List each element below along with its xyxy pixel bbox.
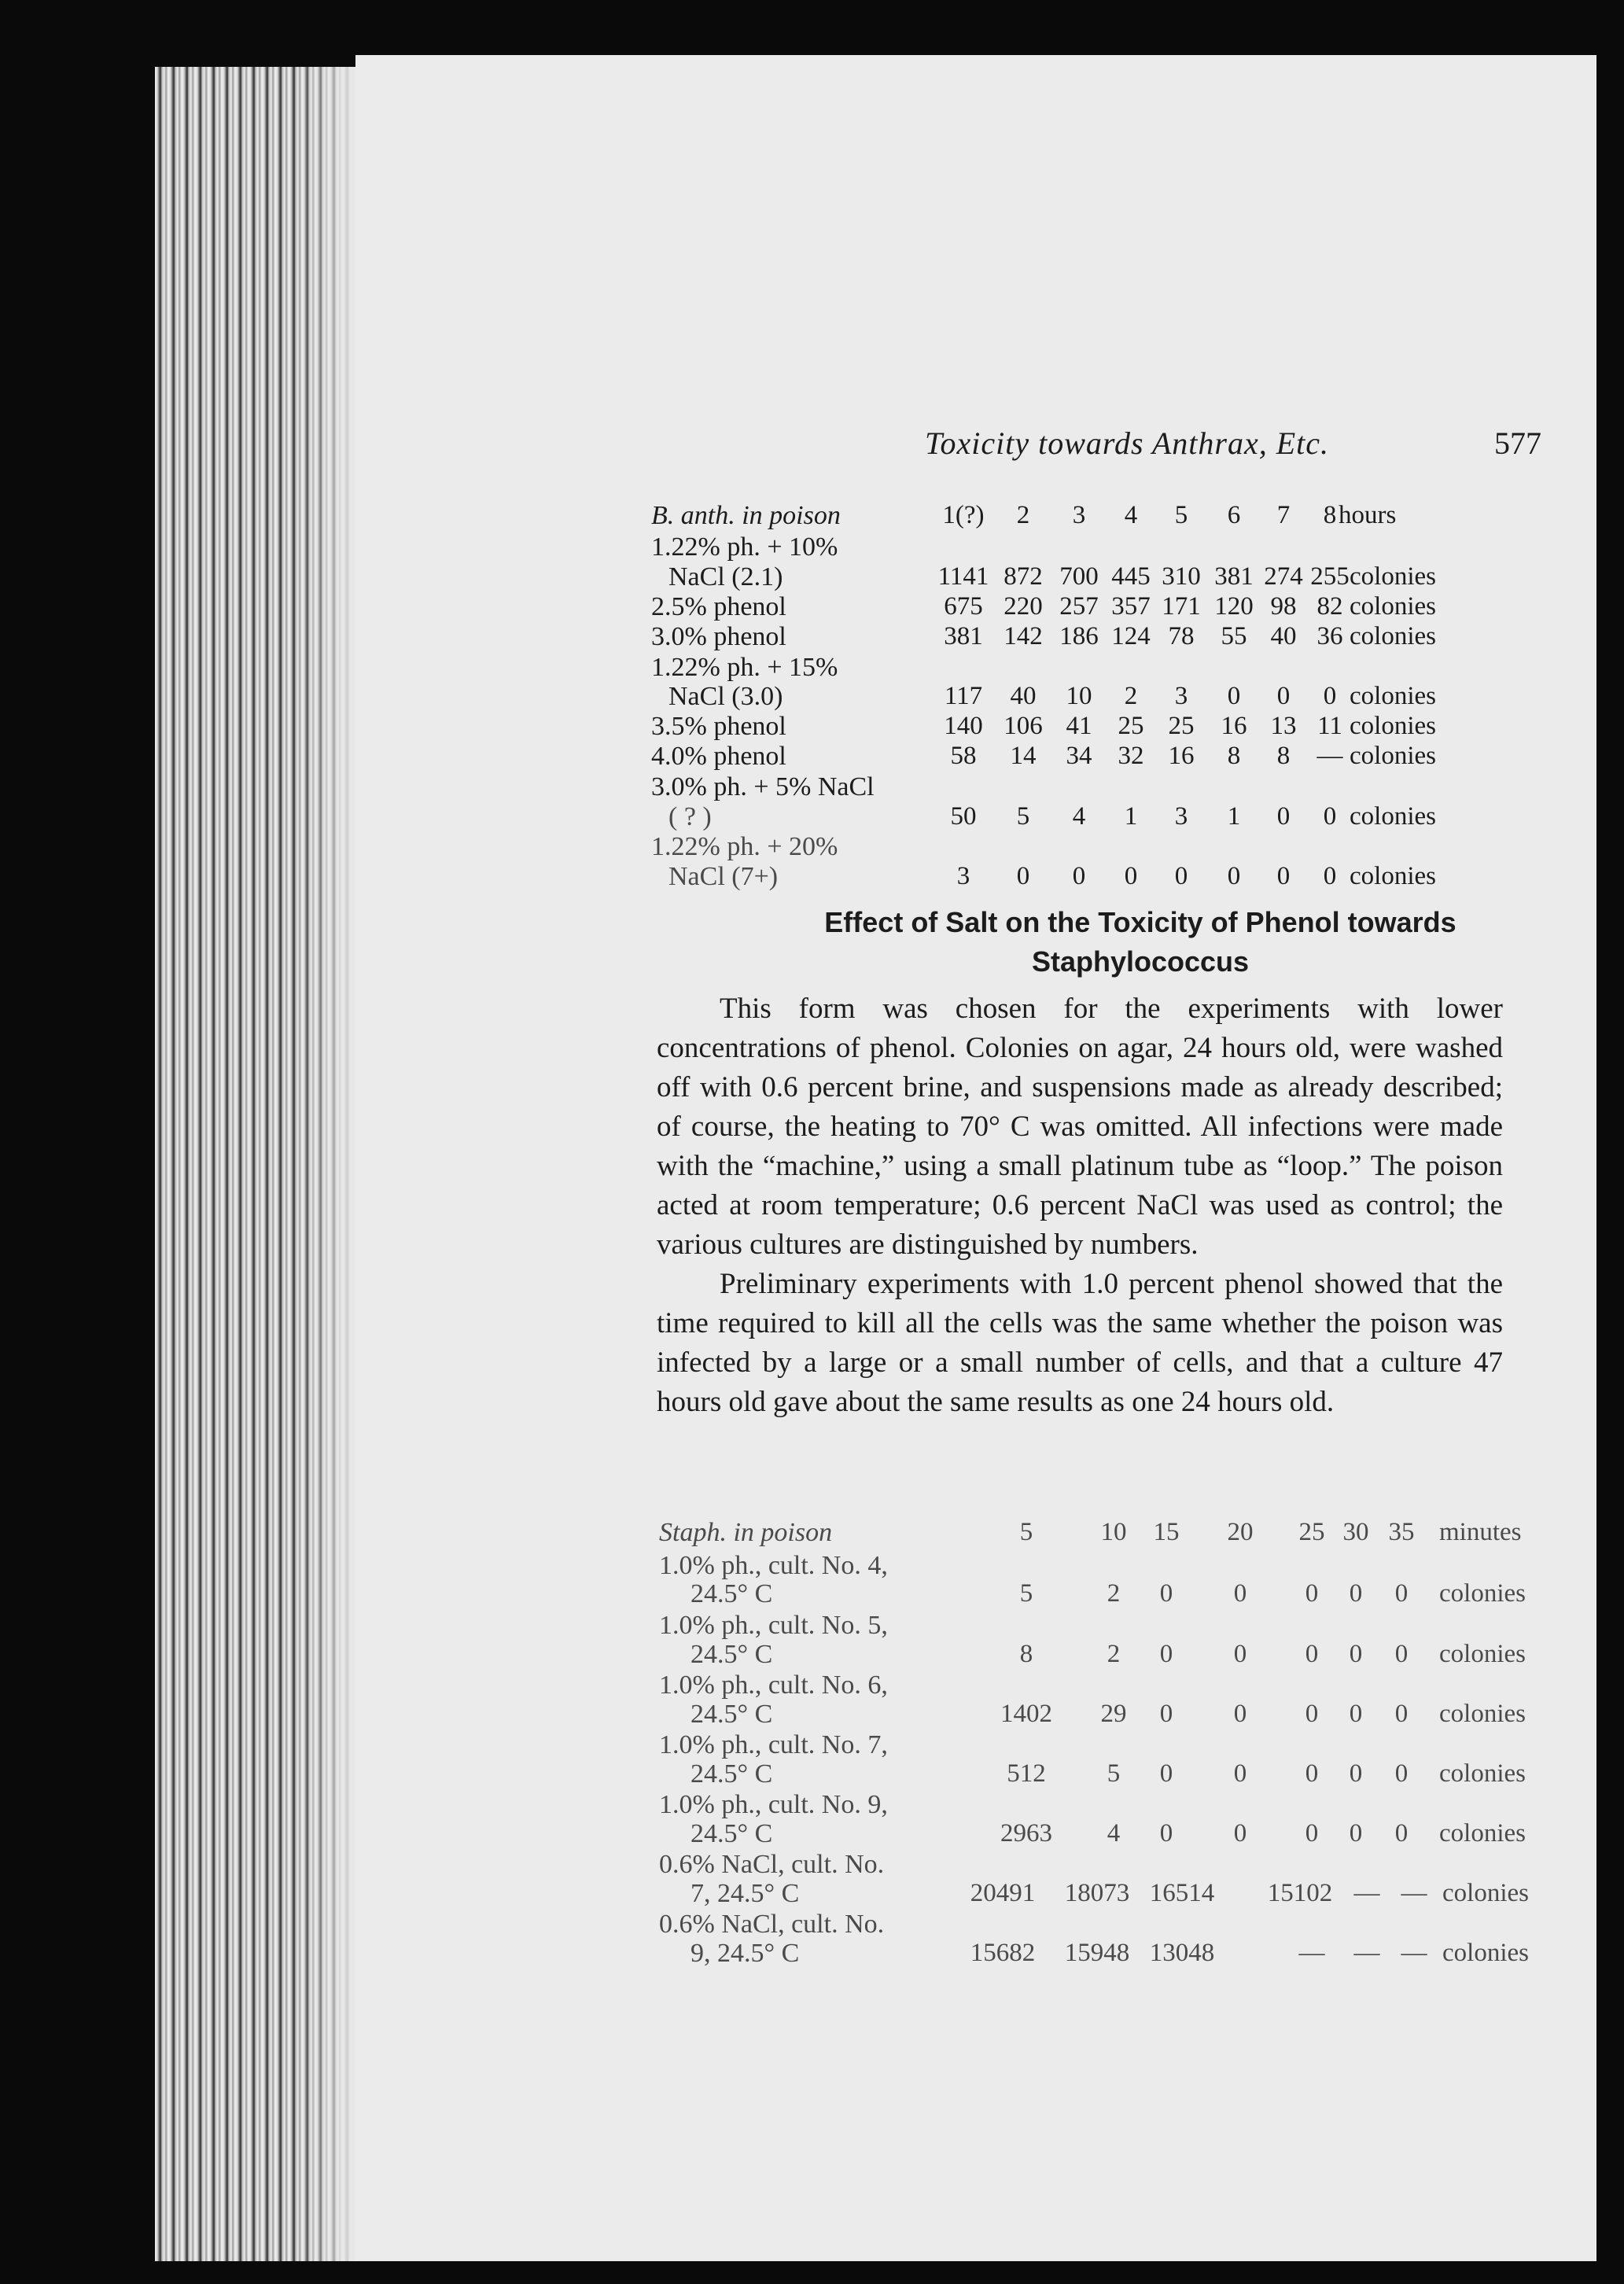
table2-cell: 2963 xyxy=(1000,1819,1052,1847)
table2-row-label: 1.0% ph., cult. No. 6, xyxy=(659,1671,888,1700)
table2-cell: 0 xyxy=(1233,1819,1247,1847)
running-header-title: Toxicity towards Anthrax, Etc. xyxy=(924,425,1329,461)
table2-cell: — xyxy=(1298,1939,1325,1967)
paragraph: This form was chosen for the experiments with lower concentrations of phenol. Colonies on agar, 24 hours old, were washed off with 0.6 percent brine, and suspensions made as already described; of course, the heating to 70° C was omitted. All infections were made with the “machine,” using a small platinum tube as “loop.” The poison acted at room temperature; 0.6 percent NaCl was used as control; the various cultures are distinguished by numbers. xyxy=(657,993,1503,1261)
table2-unit: colonies xyxy=(1439,1819,1526,1847)
table2-cell: 4 xyxy=(1107,1819,1121,1847)
section-heading-line: Staphylococcus xyxy=(1031,945,1250,978)
table2-cell: 5 xyxy=(1107,1759,1121,1788)
table1-time-col: 4 xyxy=(1124,501,1138,529)
table2-cell: 15948 xyxy=(1064,1939,1130,1967)
table2-time-col: 25 xyxy=(1298,1518,1325,1546)
table1-cell: 445 xyxy=(1111,562,1151,591)
table2-cell: 13048 xyxy=(1149,1939,1215,1967)
table1-cell: 11 xyxy=(1317,712,1342,740)
table1-cell: 40 xyxy=(1010,682,1037,710)
table2-cell: 0 xyxy=(1305,1640,1319,1668)
table2-cell: 8 xyxy=(1019,1640,1033,1668)
table1-cell: 0 xyxy=(1276,682,1291,710)
table2-cell: 0 xyxy=(1305,1700,1319,1728)
table1-cell: 120 xyxy=(1214,592,1254,621)
table2-cell: — xyxy=(1353,1879,1380,1907)
table2-cell: 0 xyxy=(1159,1579,1173,1608)
table2-cell: — xyxy=(1353,1939,1380,1967)
table2-unit: colonies xyxy=(1439,1640,1526,1668)
table2-cell: 0 xyxy=(1349,1759,1363,1788)
table2-row-label: 24.5° C xyxy=(690,1819,773,1848)
table1-cell: 14 xyxy=(1010,742,1037,770)
table1-cell: 106 xyxy=(1003,712,1043,740)
table1-cell: 142 xyxy=(1003,622,1043,650)
table1-row-label: 1.22% ph. + 15% xyxy=(651,653,838,682)
table1-cell: — xyxy=(1317,742,1343,770)
table1-cell: 8 xyxy=(1227,742,1241,770)
table2-row-label: 9, 24.5° C xyxy=(690,1939,800,1968)
table1-cell: 13 xyxy=(1270,712,1297,740)
table1-cell: 55 xyxy=(1221,622,1247,650)
table2-row-label: 1.0% ph., cult. No. 9, xyxy=(659,1790,888,1819)
table1-row-label: NaCl (7+) xyxy=(668,862,779,891)
binding-shadow xyxy=(299,67,355,2261)
table1-time-col: 6 xyxy=(1227,501,1241,529)
table2-cell: 0 xyxy=(1159,1700,1173,1728)
table1-cell: 140 xyxy=(944,712,983,740)
table2-cell: 15102 xyxy=(1267,1879,1333,1907)
table2-unit: colonies xyxy=(1439,1700,1526,1728)
table2-time-col: 20 xyxy=(1227,1518,1254,1546)
table2-cell: 2 xyxy=(1107,1579,1121,1608)
table2-row-label: 24.5° C xyxy=(690,1759,773,1789)
table1-cell: 381 xyxy=(1214,562,1254,591)
table1-row-label: 3.0% phenol xyxy=(651,622,786,651)
table2-row-label: 0.6% NaCl, cult. No. xyxy=(659,1850,885,1879)
table1-cell: 3 xyxy=(1174,802,1188,831)
table1-cell: 41 xyxy=(1066,712,1092,740)
table2-unit: colonies xyxy=(1442,1879,1529,1907)
table2-cell: 0 xyxy=(1233,1640,1247,1668)
table2-time-unit: minutes xyxy=(1439,1518,1522,1546)
table1-cell: 0 xyxy=(1323,862,1337,890)
table2-cell: 0 xyxy=(1394,1700,1409,1728)
page-number: 577 xyxy=(1494,425,1541,461)
table1-cell: 8 xyxy=(1276,742,1291,770)
table1-cell: 40 xyxy=(1270,622,1297,650)
table2-header-label: Staph. in poison xyxy=(659,1518,833,1547)
table1-cell: 3 xyxy=(1174,682,1188,710)
paragraph: Preliminary experiments with 1.0 percent phenol showed that the time required to kill all the cells was the same whether the poison was infected by a large or a small number of cells, and that a culture 47 hours old gave about the same results as one 24 hours old. xyxy=(657,1268,1503,1418)
table2-cell: 0 xyxy=(1349,1700,1363,1728)
table1-cell: 50 xyxy=(950,802,977,831)
table1-unit: colonies xyxy=(1350,742,1436,770)
table1-row-label: 4.0% phenol xyxy=(651,742,786,771)
table2-cell: 0 xyxy=(1233,1700,1247,1728)
table1-time-col: 1(?) xyxy=(942,501,985,529)
table1-cell: 675 xyxy=(944,592,983,621)
table1-cell: 10 xyxy=(1066,682,1092,710)
table2-time-col: 5 xyxy=(1019,1518,1033,1546)
table1-cell: 0 xyxy=(1227,862,1241,890)
table1-cell: 58 xyxy=(950,742,977,770)
table1-cell: 98 xyxy=(1270,592,1297,621)
table1-cell: 16 xyxy=(1221,712,1247,740)
table1-cell: 0 xyxy=(1124,862,1138,890)
table2-row-label: 1.0% ph., cult. No. 4, xyxy=(659,1551,888,1580)
table1-cell: 0 xyxy=(1072,862,1086,890)
table2-cell: 20491 xyxy=(970,1879,1036,1907)
table1-cell: 2 xyxy=(1124,682,1138,710)
table1-cell: 124 xyxy=(1111,622,1151,650)
table2-cell: 0 xyxy=(1349,1640,1363,1668)
table1-cell: 0 xyxy=(1227,682,1241,710)
table1-unit: colonies xyxy=(1350,682,1436,710)
table1-cell: 3 xyxy=(956,862,970,890)
table1-cell: 0 xyxy=(1174,862,1188,890)
table1-cell: 1 xyxy=(1124,802,1138,831)
table2-cell: 0 xyxy=(1394,1819,1409,1847)
table2-cell: 0 xyxy=(1394,1640,1409,1668)
table2-row-label: 7, 24.5° C xyxy=(690,1879,800,1908)
table2-row-label: 0.6% NaCl, cult. No. xyxy=(659,1910,885,1939)
table1-cell: 25 xyxy=(1118,712,1144,740)
body-text xyxy=(657,989,1503,1422)
table1-header-label: B. anth. in poison xyxy=(651,501,841,530)
table1-row-label: 3.0% ph. + 5% NaCl xyxy=(651,772,875,801)
table1-cell: 186 xyxy=(1059,622,1099,650)
table1-cell: 36 xyxy=(1317,622,1343,650)
table1-row-label: 3.5% phenol xyxy=(651,712,786,741)
table2-unit: colonies xyxy=(1439,1759,1526,1788)
table1-row-label: 1.22% ph. + 20% xyxy=(651,832,838,861)
table2-cell: 0 xyxy=(1394,1579,1409,1608)
table1-row-label: NaCl (3.0) xyxy=(668,682,783,711)
table1-unit: colonies xyxy=(1350,562,1436,591)
table1-cell: 310 xyxy=(1162,562,1201,591)
table1-cell: 5 xyxy=(1016,802,1030,831)
table1-unit: colonies xyxy=(1350,622,1436,650)
table2-time-col: 30 xyxy=(1342,1518,1369,1546)
table2-row-label: 24.5° C xyxy=(690,1640,773,1669)
table2-time-col: 10 xyxy=(1100,1518,1127,1546)
table1-cell: 0 xyxy=(1276,802,1291,831)
table1-cell: 34 xyxy=(1066,742,1092,770)
table1-cell: 255 xyxy=(1310,562,1350,591)
table1-cell: 220 xyxy=(1003,592,1043,621)
table2-time-col: 15 xyxy=(1153,1518,1180,1546)
table2-cell: — xyxy=(1401,1879,1427,1907)
table1-row-label: NaCl (2.1) xyxy=(668,562,783,591)
table2-cell: 29 xyxy=(1100,1700,1127,1728)
table1-cell: 32 xyxy=(1118,742,1144,770)
table1-cell: 357 xyxy=(1111,592,1151,621)
table1-cell: 872 xyxy=(1003,562,1043,591)
table2-cell: 0 xyxy=(1159,1759,1173,1788)
table1-cell: 700 xyxy=(1059,562,1099,591)
table2-cell: 15682 xyxy=(970,1939,1036,1967)
table1-cell: 0 xyxy=(1276,862,1291,890)
table2-cell: 1402 xyxy=(1000,1700,1052,1728)
table2-row-label: 24.5° C xyxy=(690,1700,773,1729)
table1-row-label: 2.5% phenol xyxy=(651,592,786,621)
table2-cell: 512 xyxy=(1007,1759,1046,1788)
table2-cell: 2 xyxy=(1107,1640,1121,1668)
table1-time-unit: hours xyxy=(1339,501,1397,529)
table2-unit: colonies xyxy=(1439,1579,1526,1608)
table1-cell: 25 xyxy=(1168,712,1195,740)
table2-unit: colonies xyxy=(1442,1939,1529,1967)
table1-cell: 1 xyxy=(1227,802,1241,831)
table1-row-label: ( ? ) xyxy=(668,802,712,831)
table1-cell: 257 xyxy=(1059,592,1099,621)
table1-cell: 82 xyxy=(1317,592,1343,621)
table2-cell: 0 xyxy=(1159,1819,1173,1847)
table2-cell: 0 xyxy=(1233,1579,1247,1608)
table2-cell: 5 xyxy=(1019,1579,1033,1608)
table1-cell: 0 xyxy=(1016,862,1030,890)
table2-cell: 0 xyxy=(1305,1759,1319,1788)
table1-unit: colonies xyxy=(1350,592,1436,621)
table1-cell: 274 xyxy=(1264,562,1303,591)
table1-time-col: 8 xyxy=(1323,501,1337,529)
section-heading-line: Effect of Salt on the Toxicity of Phenol towards xyxy=(824,906,1456,938)
table2-row-label: 1.0% ph., cult. No. 5, xyxy=(659,1611,888,1640)
table2-cell: 0 xyxy=(1349,1579,1363,1608)
table1-time-col: 3 xyxy=(1072,501,1086,529)
table1-cell: 381 xyxy=(944,622,983,650)
table1-cell: 171 xyxy=(1162,592,1201,621)
table2-cell: 18073 xyxy=(1064,1879,1130,1907)
table2-cell: 16514 xyxy=(1149,1879,1215,1907)
table1-time-col: 5 xyxy=(1174,501,1188,529)
table1-time-col: 7 xyxy=(1276,501,1291,529)
table1-cell: 0 xyxy=(1323,682,1337,710)
table2-cell: 0 xyxy=(1233,1759,1247,1788)
table2-cell: — xyxy=(1401,1939,1427,1967)
table1-row-label: 1.22% ph. + 10% xyxy=(651,532,838,562)
table1-cell: 78 xyxy=(1168,622,1195,650)
table2-row-label: 24.5° C xyxy=(690,1579,773,1608)
table2-cell: 0 xyxy=(1349,1819,1363,1847)
table1-cell: 0 xyxy=(1323,802,1337,831)
table1-time-col: 2 xyxy=(1016,501,1030,529)
table1-unit: colonies xyxy=(1350,712,1436,740)
table2-time-col: 35 xyxy=(1388,1518,1415,1546)
table2-row-label: 1.0% ph., cult. No. 7, xyxy=(659,1730,888,1759)
table1-cell: 16 xyxy=(1168,742,1195,770)
table2-cell: 0 xyxy=(1305,1819,1319,1847)
table2-cell: 0 xyxy=(1305,1579,1319,1608)
table1-cell: 4 xyxy=(1072,802,1086,831)
table1-unit: colonies xyxy=(1350,862,1436,890)
table1-cell: 117 xyxy=(944,682,983,710)
table1-unit: colonies xyxy=(1350,802,1436,831)
table1-cell: 1141 xyxy=(937,562,989,591)
table2-cell: 0 xyxy=(1159,1640,1173,1668)
table2-cell: 0 xyxy=(1394,1759,1409,1788)
